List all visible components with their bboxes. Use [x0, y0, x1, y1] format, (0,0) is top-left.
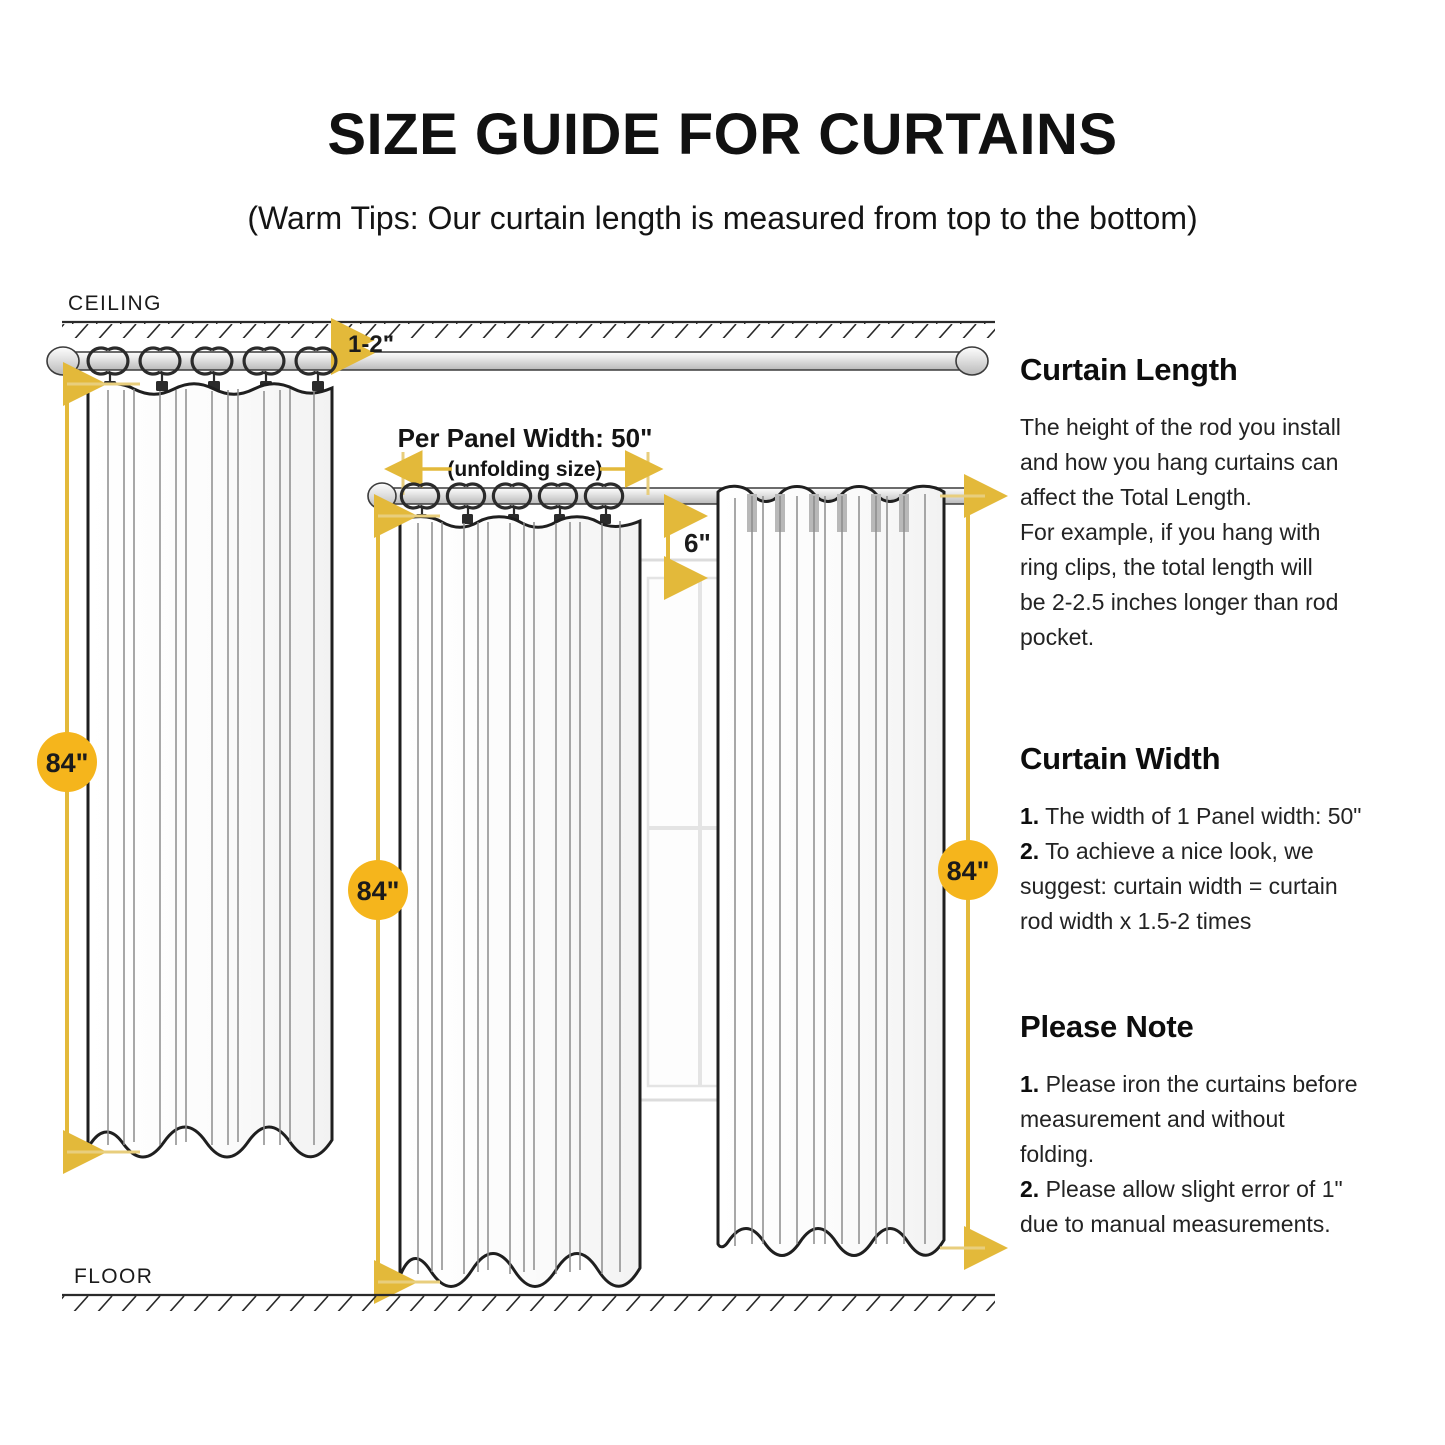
svg-text:FLOOR: FLOOR — [74, 1265, 154, 1288]
please-note-heading: Please Note — [1020, 1009, 1194, 1044]
length-line-1: The height of the rod you install — [1020, 414, 1341, 440]
length-line-6: be 2-2.5 inches longer than rod — [1020, 589, 1339, 615]
width-item-1-text: The width of 1 Panel width: 50" — [1045, 803, 1362, 829]
note-item-2-text: Please allow slight error of 1" — [1045, 1176, 1343, 1202]
badge-84-right-label: 84" — [946, 856, 990, 886]
panel-width-sub-label: (unfolding size) — [447, 458, 603, 481]
note-item-2-cont-1: due to manual measurements. — [1020, 1211, 1331, 1237]
length-line-4: For example, if you hang with — [1020, 519, 1321, 545]
section-please-note — [1020, 1009, 1420, 1242]
right-curtain-panel — [718, 486, 944, 1255]
page-title: SIZE GUIDE FOR CURTAINS — [327, 102, 1118, 167]
svg-text:1-2": 1-2" — [348, 331, 395, 358]
curtain-length-heading: Curtain Length — [1020, 352, 1238, 387]
width-item-2-cont-1: suggest: curtain width = curtain — [1020, 873, 1338, 899]
page-subtitle: (Warm Tips: Our curtain length is measured from top to the bottom) — [247, 200, 1198, 236]
width-item-1-number: 1. — [1020, 803, 1040, 829]
note-item-1-number: 1. — [1020, 1071, 1040, 1097]
panel-width-label: Per Panel Width: 50" — [397, 423, 653, 453]
note-item-2 — [1020, 1172, 1420, 1207]
above-window-label: 6" — [684, 528, 711, 558]
section-curtain-length — [1020, 352, 1420, 655]
note-item-1-cont-2: folding. — [1020, 1141, 1095, 1167]
note-item-1 — [1020, 1067, 1420, 1102]
width-item-2-cont-2: rod width x 1.5-2 times — [1020, 908, 1252, 934]
length-line-7: pocket. — [1020, 624, 1095, 650]
top-curtain-rod — [47, 347, 988, 375]
length-line-2: and how you hang curtains can — [1020, 449, 1339, 475]
note-item-1-text: Please iron the curtains before — [1045, 1071, 1358, 1097]
section-curtain-width — [1020, 741, 1420, 939]
badge-84-middle-label: 84" — [356, 876, 400, 906]
curtain-length-body — [1020, 410, 1420, 655]
curtain-width-heading: Curtain Width — [1020, 741, 1221, 776]
length-line-3: affect the Total Length. — [1020, 484, 1252, 510]
middle-curtain-panel — [400, 484, 640, 1287]
length-line-5: ring clips, the total length will — [1020, 554, 1313, 580]
ceiling-group — [62, 292, 995, 338]
width-item-2-text: To achieve a nice look, we — [1045, 838, 1314, 864]
width-item-1 — [1020, 799, 1420, 834]
width-item-2 — [1020, 834, 1420, 869]
curtain-width-body — [1020, 799, 1420, 939]
width-item-2-number: 2. — [1020, 838, 1040, 864]
badge-84-left-label: 84" — [45, 748, 89, 778]
info-column — [1020, 352, 1420, 1242]
note-item-2-number: 2. — [1020, 1176, 1040, 1202]
please-note-body — [1020, 1067, 1420, 1242]
left-curtain-panel — [88, 348, 336, 1157]
svg-text:CEILING: CEILING — [68, 292, 162, 315]
right-length-dimension — [938, 496, 998, 1248]
note-item-1-cont-1: measurement and without — [1020, 1106, 1285, 1132]
